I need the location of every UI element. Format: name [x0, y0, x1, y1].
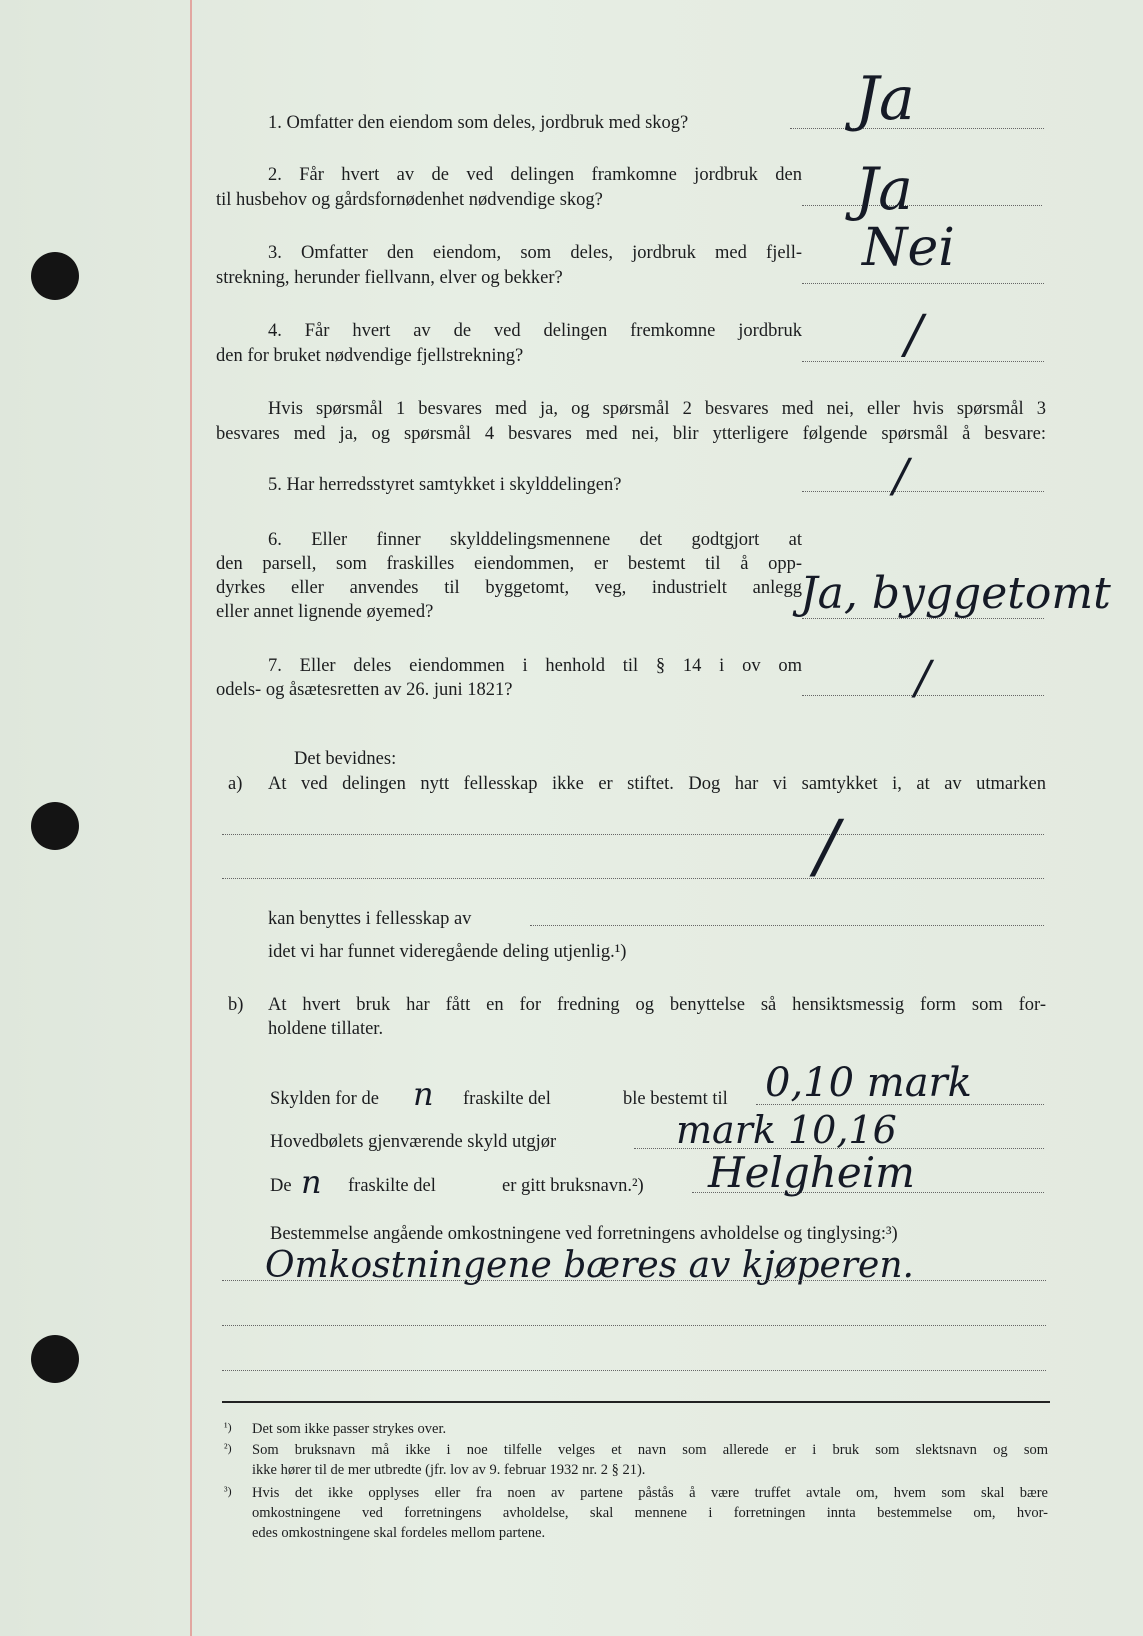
answer-line — [790, 128, 1044, 129]
skyld-handwritten-mark: n — [413, 1075, 434, 1113]
bruksnavn-fraskilte: fraskilte del — [348, 1176, 436, 1196]
footnote-2-line-2: ikke hører til de mer utbredte (jfr. lov av 9. februar 1932 nr. 2 § 21). — [252, 1462, 646, 1478]
question-6-line-1: 6. Eller finner skylddelingsmennene det godtgjort at — [268, 530, 802, 550]
answer-5: / — [893, 448, 909, 502]
margin-line — [190, 0, 192, 1636]
answer-2: Ja — [855, 155, 913, 223]
condition-line-1: Hvis spørsmål 1 besvares med ja, og spørsmål 2 besvares med nei, eller hvis spørsmål 3 — [268, 399, 1046, 419]
bruksnavn-label: er gitt bruksnavn.²) — [502, 1176, 644, 1196]
footnote-3-line-3: edes omkostningene skal fordeles mellom partene. — [252, 1525, 546, 1541]
answer-6: Ja, byggetomt — [800, 568, 1111, 619]
question-3-line-2: strekning, herunder fiellvann, elver og bekker? — [216, 268, 563, 288]
footnote-2-marker: ²) — [224, 1441, 232, 1455]
question-2-line-2: til husbehov og gårdsfornødenhet nødvendige skog? — [216, 190, 603, 210]
hovedbol-label: Hovedbølets gjenværende skyld utgjør — [270, 1132, 557, 1152]
answer-line — [802, 205, 1042, 206]
question-7-line-1: 7. Eller deles eiendommen i henhold til § 14 i ov om — [268, 656, 802, 676]
condition-line-2: besvares med ja, og spørsmål 4 besvares med nei, blir ytterligere følgende spørsmål å besvare: — [216, 424, 1046, 444]
skyld-label: Skylden for de — [270, 1089, 379, 1109]
question-4-line-2: den for bruket nødvendige fjellstrekning? — [216, 346, 524, 366]
item-a-label: a) — [228, 774, 243, 794]
item-a-line-3: idet vi har funnet videregående deling utjenlig.¹) — [268, 942, 627, 962]
blank-line — [222, 878, 1044, 879]
punch-hole — [31, 252, 79, 300]
question-6-line-2: den parsell, som fraskilles eiendommen, er bestemt til å opp- — [216, 554, 802, 574]
skyld-bestemt: ble bestemt til — [623, 1089, 728, 1109]
question-2-line-1: 2. Får hvert av de ved delingen framkomne jordbruk den — [268, 165, 802, 185]
skyld-value: 0,10 mark — [765, 1060, 972, 1106]
answer-line — [802, 491, 1044, 492]
bruksnavn-handwritten-mark: n — [301, 1163, 322, 1201]
item-b-line-2: holdene tillater. — [268, 1019, 384, 1039]
blank-line — [222, 1370, 1046, 1371]
blank-line — [530, 925, 1044, 926]
bruksnavn-value: Helgheim — [708, 1148, 915, 1197]
footnote-3-line-1: Hvis det ikke opplyses eller fra noen av partene påstås å være truffet avtale om, hvem som skal bære — [252, 1485, 1048, 1501]
question-6-line-4: eller annet lignende øyemed? — [216, 602, 434, 622]
question-3-line-1: 3. Omfatter den eiendom, som deles, jordbruk med fjell- — [268, 243, 802, 263]
blank-line — [222, 1325, 1046, 1326]
skyld-fraskilte: fraskilte del — [463, 1089, 551, 1109]
blank-line — [222, 1280, 1046, 1281]
footnote-1: Det som ikke passer strykes over. — [252, 1421, 447, 1437]
footnote-3-marker: ³) — [224, 1484, 232, 1498]
hovedbol-value: mark 10,16 — [676, 1108, 897, 1152]
answer-1: Ja — [855, 64, 915, 134]
omkostninger-value: Omkostningene bæres av kjøperen. — [265, 1245, 914, 1286]
omkostninger-label: Bestemmelse angående omkostningene ved forretningens avholdelse og tinglysing:³) — [270, 1224, 898, 1244]
certification-heading: Det bevidnes: — [294, 749, 397, 769]
answer-7: / — [915, 650, 931, 704]
item-a-line-2: kan benyttes i fellesskap av — [268, 909, 472, 929]
answer-line — [802, 283, 1044, 284]
question-4-line-1: 4. Får hvert av de ved delingen fremkomne jordbruk — [268, 321, 802, 341]
punch-hole — [31, 802, 79, 850]
item-a-answer: / — [815, 805, 839, 887]
footnote-2-line-1: Som bruksnavn må ikke i noe tilfelle velges et navn som allerede er i bruk som slektsnavn og som — [252, 1442, 1048, 1458]
footnote-divider — [222, 1401, 1050, 1403]
answer-line — [802, 361, 1044, 362]
blank-line — [222, 834, 1044, 835]
question-5: 5. Har herredsstyret samtykket i skylddelingen? — [268, 475, 622, 495]
question-1: 1. Omfatter den eiendom som deles, jordbruk med skog? — [268, 113, 689, 133]
bruksnavn-label-de: De — [270, 1176, 292, 1196]
item-a-text: At ved delingen nytt fellesskap ikke er stiftet. Dog har vi samtykket i, at av utmarken — [268, 774, 1046, 794]
footnote-1-marker: ¹) — [224, 1420, 232, 1434]
item-b-line-1: At hvert bruk har fått en for fredning og benyttelse så hensiktsmessig form som for- — [268, 995, 1046, 1015]
answer-3: Nei — [862, 218, 955, 278]
answer-4: / — [905, 305, 923, 365]
footnote-3-line-2: omkostningene ved forretningens avholdelse, skal mennene i forretningen innta bestemmelse om, hvor- — [252, 1505, 1048, 1521]
item-b-label: b) — [228, 995, 244, 1015]
question-7-line-2: odels- og åsætesretten av 26. juni 1821? — [216, 680, 513, 700]
question-6-line-3: dyrkes eller anvendes til byggetomt, veg, industrielt anlegg — [216, 578, 802, 598]
punch-hole — [31, 1335, 79, 1383]
